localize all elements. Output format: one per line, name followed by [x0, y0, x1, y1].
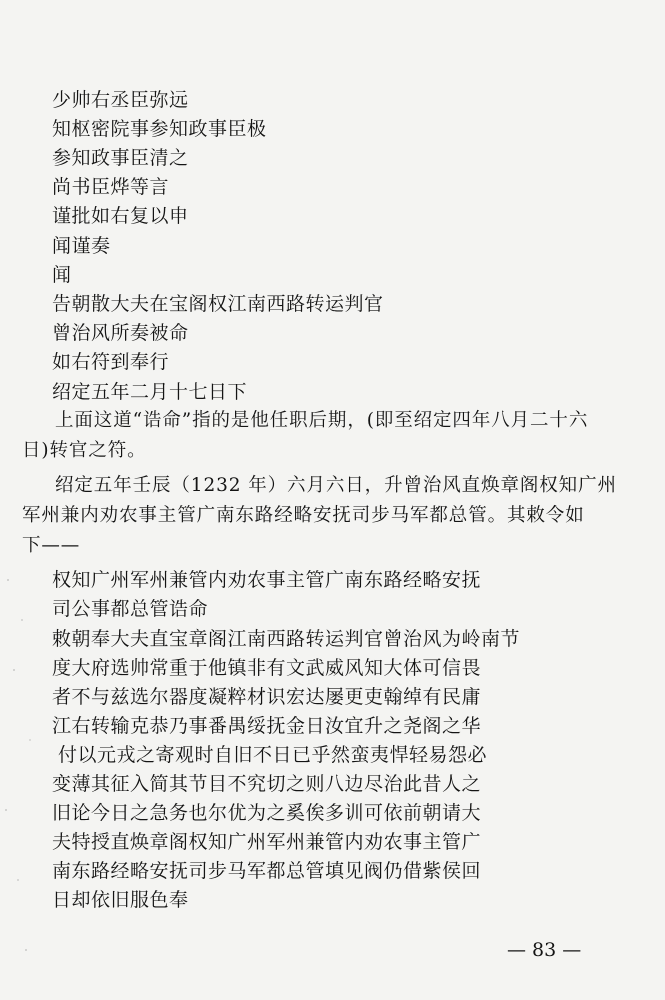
quote-line: 告朝散大夫在宝阁权江南西路转运判官 [52, 293, 384, 315]
quote-line: 绍定五年二月十七日下 [52, 381, 248, 403]
quote-line: 权知广州军州兼管内劝农事主管广南东路经略安抚 [52, 569, 482, 591]
quote-line: 知枢密院事参知政事臣极 [52, 118, 267, 140]
paragraph-line: 军州兼内劝农事主管广南东路经略安抚司步马军都总管。其敕令如 [22, 505, 585, 526]
quote-line: 司公事都总管诰命 [52, 598, 209, 620]
page-number: — 83 — [507, 939, 582, 961]
quote-line: 如右符到奉行 [52, 351, 170, 373]
quote-line: 少帅右丞臣弥远 [52, 89, 189, 111]
quote-line: 谨批如右复以申 [52, 205, 189, 227]
quote-line: 闻谨奏 [52, 235, 111, 257]
paragraph-line: 上面这道“诰命”指的是他任职后期，(即至绍定四年八月二十六 [55, 410, 589, 431]
quote-line: 江右转输克恭乃事番禺绥抚金日汝宜升之尧阁之华 [52, 715, 482, 737]
quote-line: 旧论今日之急务也尔优为之奚俟多训可依前朝请大 [52, 802, 482, 824]
quote-line: 参知政事臣清之 [52, 147, 189, 169]
quote-line: 度大府选帅常重于他镇非有文武威风知大体可信畏 [52, 657, 482, 679]
quote-line: 闻 [52, 264, 72, 286]
quote-line: 尚书臣烨等言 [52, 176, 170, 198]
quote-line: 付以元戎之寄观时自旧不日已乎然蛮夷悍轻易怨必 [58, 744, 488, 766]
quote-line: 曾治风所奏被命 [52, 322, 189, 344]
scan-noise [0, 560, 40, 980]
quote-line: 变薄其征入简其节目不究切之则八边尽治此昔人之 [52, 773, 482, 795]
quote-line: 日却依旧服色奉 [52, 889, 189, 911]
quote-line: 南东路经略安抚司步马军都总管填见阀仍借紫侯回 [52, 860, 482, 882]
quote-line: 者不与兹选尔器度凝粹材识宏达屡更吏翰绰有民庸 [52, 686, 482, 708]
quote-line: 敕朝奉大夫直宝章阁江南西路转运判官曾治风为岭南节 [52, 628, 521, 650]
quote-line: 夫特授直焕章阁权知广州军州兼管内劝农事主管广 [52, 831, 482, 853]
paragraph-line: 下—— [22, 535, 81, 556]
paragraph-line: 日)转官之符。 [22, 440, 147, 461]
paragraph-line: 绍定五年壬辰（1232 年）六月六日，升曾治风直焕章阁权知广州 [55, 475, 617, 496]
